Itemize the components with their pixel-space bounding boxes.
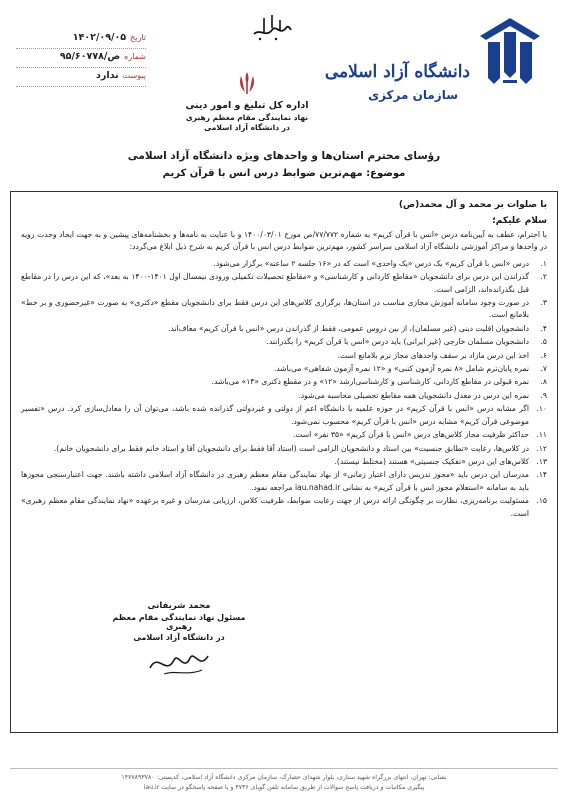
handwritten-signature-icon xyxy=(144,646,214,680)
rule-item xyxy=(21,336,547,348)
rule-item xyxy=(21,363,547,375)
meta-number-value: ۹۵/۶۰۷۷۸/ص xyxy=(59,51,121,62)
meta-attachment-row xyxy=(16,70,146,87)
rule-number: ۲. xyxy=(540,272,547,282)
rule-item xyxy=(21,469,547,494)
signatory-name: محمد شریفانی xyxy=(147,601,211,611)
rule-number: ۶. xyxy=(540,350,547,360)
department-block xyxy=(182,70,312,132)
meta-attachment-value: ندارد xyxy=(96,70,119,81)
subject-text: مهم‌ترین ضوابط درس انس با قرآن کریم xyxy=(162,168,363,179)
meta-number-label: شماره xyxy=(124,52,146,61)
rule-item xyxy=(21,271,547,296)
iran-emblem-icon xyxy=(236,70,258,96)
rule-text: در صورت وجود سامانه آموزش مجازی مناسب در استان‌ها، برگزاری کلاس‌های این درس فقط برای دانشجویان مقطع «دکتری» به صورت «غیرحضوری و بر خط» بلامانع است. xyxy=(21,298,529,320)
letter-addressee: رؤسای محترم استان‌ها و واحدهای ویژه دانشگاه آزاد اسلامی xyxy=(127,150,441,162)
rule-number: ۱. xyxy=(540,258,547,268)
rule-text: در کلاس‌ها، رعایت «تطابق جنسیت» بین استاد و دانشجویان الزامی است (استاد آقا فقط برای دانشجویان آقا و استاد خانم فقط برای دانشجویان خانم). xyxy=(53,443,529,453)
rule-text: نمره قبولی در مقاطع کاردانی، کارشناسی و کارشناسی‌ارشد «۱۲» و در مقطع دکتری «۱۴» می‌باشد. xyxy=(211,377,529,387)
letter-body xyxy=(10,191,558,733)
rules-list xyxy=(21,258,547,520)
rule-text: اخذ این درس مازاد بر سقف واحدهای مجاز ترم بلامانع است. xyxy=(337,350,529,360)
meta-date-value: ۱۴۰۲/۰۹/۰۵ xyxy=(72,32,127,43)
rule-item xyxy=(21,429,547,441)
rule-item xyxy=(21,403,547,428)
rule-text: نمره پایان‌ترم شامل «۸ نمره آزمون کتبی» و «۱۲ نمره آزمون شفاهی» می‌باشد. xyxy=(273,364,529,374)
rule-number: ۱۳. xyxy=(536,456,547,466)
rule-item xyxy=(21,350,547,362)
letter-meta xyxy=(16,32,146,89)
letterhead xyxy=(10,6,558,132)
meta-date-row xyxy=(16,32,146,49)
rule-number: ۸. xyxy=(540,377,547,387)
university-name: دانشگاه آزاد اسلامی xyxy=(324,62,470,82)
rule-number: ۱۲. xyxy=(536,443,547,453)
footer-address: نشانی: تهران، انتهای بزرگراه شهید ستاری، بلوار شهدای حصارک، سازمان مرکزی دانشگاه آزاد اسلامی، کدپستی: ۱۴۷۷۸۹۳۷۸۰ xyxy=(121,774,447,781)
rule-text: دانشجویان مسلمان خارجی (غیر ایرانی) باید درس «انس با قرآن کریم» را بگذرانند. xyxy=(266,337,529,347)
rule-text: نمره این درس در معدل دانشجویان همه مقاطع تحصیلی محاسبه می‌شود. xyxy=(298,390,529,400)
rule-item xyxy=(21,390,547,402)
rule-number: ۱۴. xyxy=(536,470,547,480)
university-logo-icon xyxy=(470,12,550,92)
basmala-calligraphy-icon xyxy=(250,10,294,44)
rule-number: ۱۰. xyxy=(536,404,547,414)
letter-subject xyxy=(10,168,558,179)
rule-number: ۷. xyxy=(540,364,547,374)
subject-label: موضوع: xyxy=(366,168,406,179)
rule-number: ۱۱. xyxy=(536,430,547,440)
rule-text: دانشجویان اقلیت دینی (غیر مسلمان)، از بین دروس عمومی، فقط از گذراندن درس «انس با قرآن کریم» معاف‌اند. xyxy=(168,323,529,333)
signatory-title-2: در دانشگاه آزاد اسلامی xyxy=(133,633,225,642)
rule-text: کلاس‌های این درس «تفکیک جنسیتی» هستند (مختلط نیستند). xyxy=(334,456,529,466)
department-subtitle: نهاد نمایندگی مقام معظم رهبری xyxy=(185,113,309,122)
central-organization: سازمان مرکزی xyxy=(368,88,458,102)
greeting: سلام علیکم؛ xyxy=(492,216,547,226)
rule-text: گذراندن این درس برای دانشجویان «مقاطع کاردانی و کارشناسی» و «مقاطع تحصیلات تکمیلی ورودی نیمسال اول ۱۴۰۱-۱۴۰۰ به بعد»، که این درس را در مقاطع قبل نگذرانده‌اند، الزامی است. xyxy=(21,272,529,294)
signatory-title: مسئول نهاد نمایندگی مقام معظم رهبری xyxy=(112,613,246,631)
rule-item xyxy=(21,495,547,520)
salutation: با صلوات بر محمد و آل محمد(ص) xyxy=(398,200,547,210)
department-subtitle-2: در دانشگاه آزاد اسلامی xyxy=(204,123,290,132)
meta-date-label: تاریخ xyxy=(130,33,146,42)
meta-number-row xyxy=(16,51,146,68)
rule-item xyxy=(21,443,547,455)
rule-number: ۴. xyxy=(540,323,547,333)
rule-text: مدرسان این درس باید «مجوز تدریس دارای اعتبار زمانی» از نهاد نمایندگی مقام معظم رهبری در دانشگاه آزاد اسلامی داشته باشند. جهت اعتبارسنجی مجوزها باید به سامانه «استعلام مجوز انس با قرآن کریم» به نشانی iau.nahad.ir مراجعه نمود. xyxy=(21,470,529,492)
rule-number: ۱۵. xyxy=(536,496,547,506)
rule-number: ۹. xyxy=(540,390,547,400)
rule-text: درس «انس با قرآن کریم» یک درس «یک واحدی» است که در «۱۶ جلسه ۲ ساعته» برگزار می‌شود. xyxy=(213,258,529,268)
intro-paragraph: با احترام، عطف به آیین‌نامه درس «انس با قرآن کریم» به شماره ۷۷/۷۷۲/ص مورخ ۱۴۰۰/۰۳/۰۱ و با عنایت به نامه‌ها و بخشنامه‌های پیشین و به جهت ایجاد وحدت رویه در واحدها و مراکز آموزشی دانشگاه آزاد اسلامی سراسر کشور، مهم‌ترین ضوابط درس انس با قرآن کریم به شرح ذیل ابلاغ می‌گردد: xyxy=(21,230,547,252)
rule-number: ۵. xyxy=(540,337,547,347)
signature-block xyxy=(99,601,259,680)
meta-attachment-label: پیوست xyxy=(122,71,146,80)
footer-contact: پیگیری مکاتبات و دریافت پاسخ سوالات از طریق سامانه تلفن گویای ۴۷۳۶ و یا صفحه پاسخگو در سایت iau.ir xyxy=(143,783,425,791)
rule-item xyxy=(21,323,547,335)
rule-item xyxy=(21,376,547,388)
rule-item xyxy=(21,297,547,322)
rule-text: اگر مشابه درس «انس با قرآن کریم» در حوزه علمیه یا دانشگاه اعم از دولتی و غیردولتی گذرانده شده باشد، می‌توان آن را معادل‌سازی کرد. درس «تفسیر موضوعی قرآن کریم» مشابه درس «انس با قرآن کریم» محسوب نمی‌شود. xyxy=(21,404,529,426)
rule-item xyxy=(21,258,547,270)
rule-text: مسئولیت برنامه‌ریزی، نظارت بر چگونگی ارائه درس از جهت رعایت ضوابط، ظرفیت کلاس، ارزیابی مدرسان و غیره برعهده «نهاد نمایندگی مقام معظم رهبری» است. xyxy=(21,496,529,518)
letter-footer xyxy=(10,768,558,792)
rule-text: حداکثر ظرفیت مجاز کلاس‌های درس «انس با قرآن کریم» «۳۵ نفر» است. xyxy=(292,430,529,440)
department-title: اداره کل تبلیغ و امور دینی xyxy=(185,100,309,111)
rule-number: ۳. xyxy=(540,298,547,308)
rule-item xyxy=(21,456,547,468)
